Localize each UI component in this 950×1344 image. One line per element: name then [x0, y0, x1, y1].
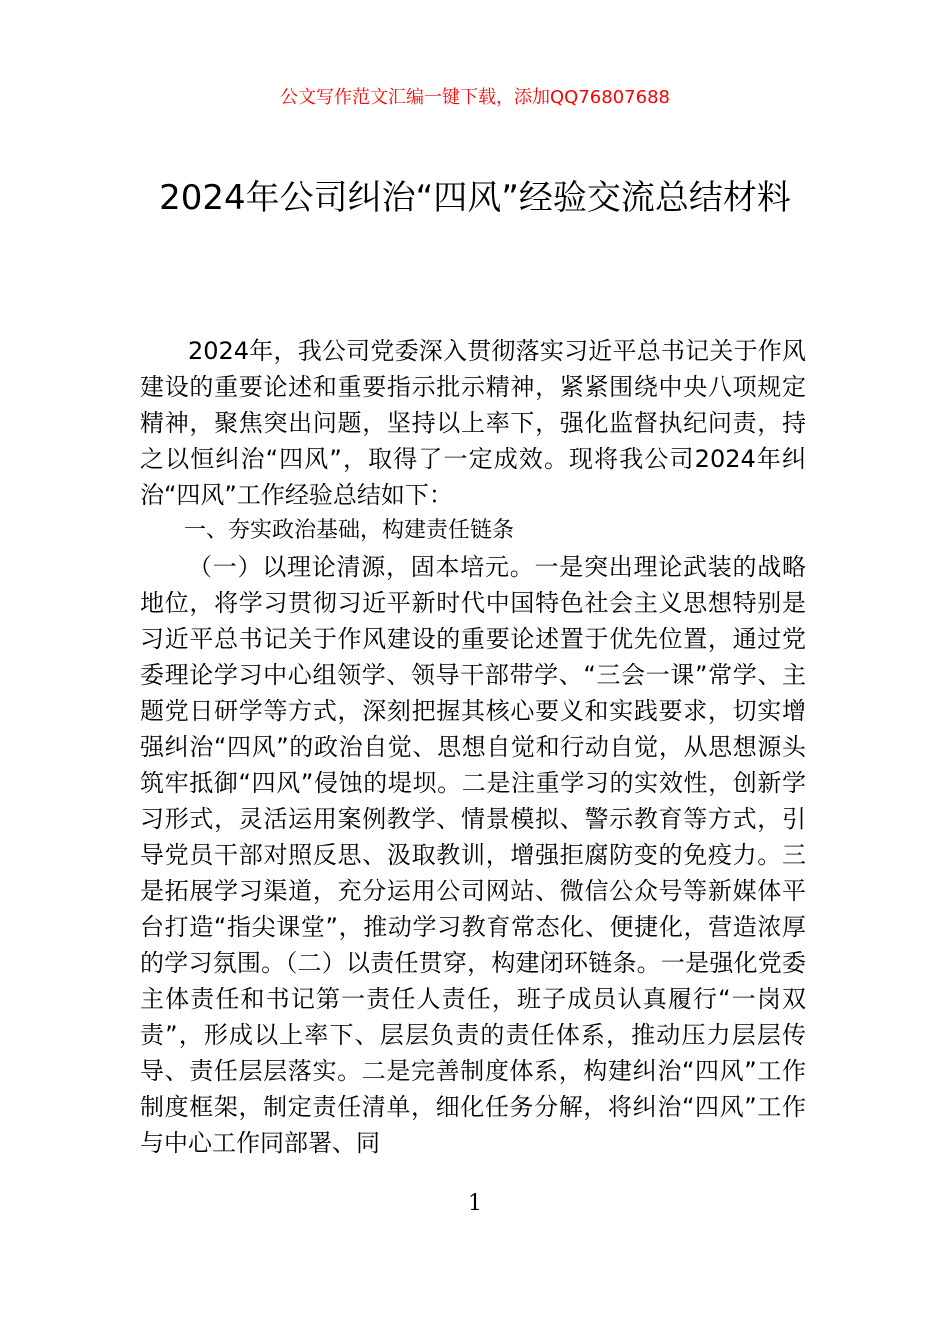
intro-paragraph: 2024年，我公司党委深入贯彻落实习近平总书记关于作风建设的重要论述和重要指示批示精神，紧紧围绕中央八项规定精神，聚焦突出问题，坚持以上率下，强化监督执纪问责，持之以恒纠治“四风”，取得了一定成效。现将我公司2024年纠治“四风”工作经验总结如下：: [140, 337, 806, 509]
document-title: 2024年公司纠治“四风”经验交流总结材料: [159, 178, 791, 218]
section-paragraph: （一）以理论清源，固本培元。一是突出理论武装的战略地位，将学习贯彻习近平新时代中国特色社会主义思想特别是习近平总书记关于作风建设的重要论述置于优先位置，通过党委理论学习中心组领学、领导干部带学、“三会一课”常学、主题党日研学等方式，深刻把握其核心要义和实践要求，切实增强纠治“四风”的政治自觉、思想自觉和行动自觉，从思想源头筑牢抵御“四风”侵蚀的堤坝。二是注重学习的实效性，创新学习形式，灵活运用案例教学、情景模拟、警示教育等方式，引导党员干部对照反思、汲取教训，增强拒腐防变的免疫力。三是拓展学习渠道，充分运用公司网站、微信公众号等新媒体平台打造“指尖课堂”，推动学习教育常态化、便捷化，营造浓厚的学习氛围。（二）以责任贯穿，构建闭环链条。一是强化党委主体责任和书记第一责任人责任，班子成员认真履行“一岗双责”，形成以上率下、层层负责的责任体系，推动压力层层传导、责任层层落实。二是完善制度体系，构建纠治“四风”工作制度框架，制定责任清单，细化任务分解，将纠治“四风”工作与中心工作同部署、同: [140, 553, 806, 1157]
page-number: 1: [468, 1191, 482, 1216]
section-heading: 一、夯实政治基础，构建责任链条: [184, 518, 515, 543]
document-body: [140, 333, 806, 1161]
download-notice: 公文写作范文汇编一键下载，添加QQ76807688: [280, 87, 670, 108]
